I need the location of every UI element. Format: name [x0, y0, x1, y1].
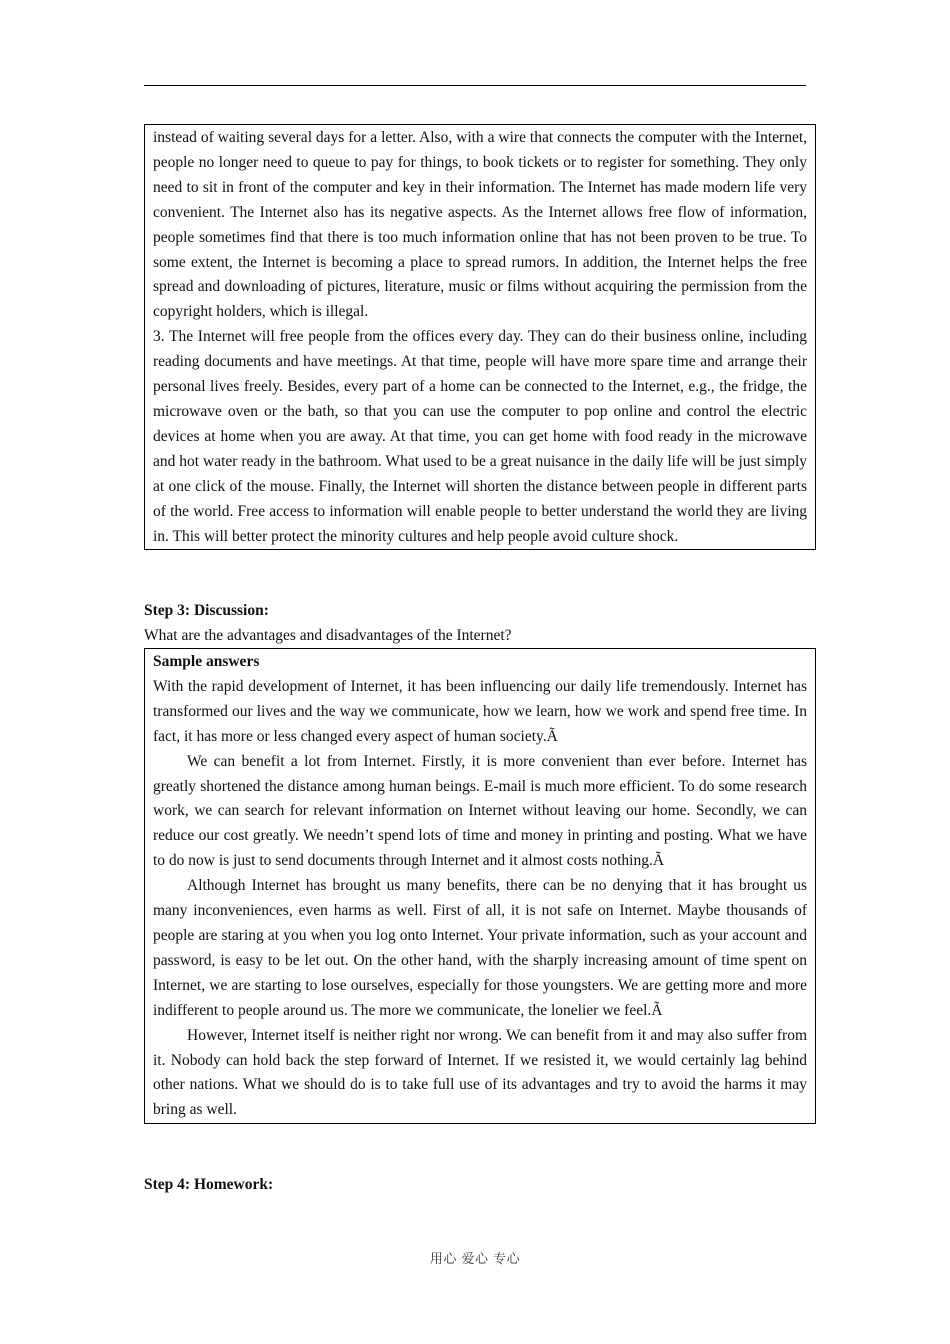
sample-paragraph-3: Although Internet has brought us many benefits, there can be no denying that it has brought us many inconveniences, even harms as well. First of all, it is not safe on Internet. Maybe thousands of people are staring at you when you log onto Internet. Your private information, such as your account and password, is easy to be let out. On the other hand, with the sharply increasing amount of time spent on Internet, we are starting to lose ourselves, especially for those youngsters. We are getting more and more indifferent to people around us. The more we communicate, the lonelier we feel.Ã [153, 877, 807, 1019]
step4-heading: Step 4: Homework: [144, 1176, 274, 1193]
answer-paragraph-3: 3. The Internet will free people from the offices every day. They can do their business online, including reading documents and have meetings. At that time, people will have more spare time and arrange their personal lives freely. Besides, every part of a home can be connected to the Internet, e.g., the fridge, the microwave oven or the bath, so that you can use the computer to pop online and control the electric devices at home when you are away. At that time, you can get home with food ready in the microwave and hot water ready in the bathroom. What used to be a great nuisance in the daily life will be just simply at one click of the mouse. Finally, the Internet will shorten the distance between people in different parts of the world. Free access to information will enable people to better understand the world they are living in. This will better protect the minority cultures and help people avoid culture shock. [153, 328, 807, 545]
page-footer: 用心 爱心 专心 [429, 1252, 521, 1267]
step3-heading: Step 3: Discussion: [144, 602, 269, 619]
sample-answers-box [144, 648, 816, 1124]
sample-paragraph-2: We can benefit a lot from Internet. Firstly, it is more convenient than ever before. Internet has greatly shortened the distance among human beings. E-mail is much more efficient. To do some research work, we can search for relevant information on Internet without leaving our home. Secondly, we can reduce our cost greatly. We needn’t spend lots of time and money in printing and posting. What we have to do now is just to send documents through Internet and it almost costs nothing.Ã [153, 752, 807, 870]
discussion-question: What are the advantages and disadvantages of the Internet? [144, 627, 512, 644]
answer-paragraph-continued: instead of waiting several days for a letter. Also, with a wire that connects the computer with the Internet, people no longer need to queue to pay for things, to book tickets or to register for something. They only need to sit in front of the computer and key in their information. The Internet has made modern life very convenient. The Internet also has its negative aspects. As the Internet allows free flow of information, people sometimes find that there is too much information online that has not been proven to be true. To some extent, the Internet is becoming a place to spread rumors. In addition, the Internet helps the free spread and downloading of pictures, literature, music or films without acquiring the permission from the copyright holders, which is illegal. [153, 129, 807, 321]
header-rule [144, 85, 806, 86]
sample-paragraph-1: With the rapid development of Internet, it has been influencing our daily life tremendously. Internet has transformed our lives and the way we communicate, how we learn, how we work and spend free time. In fact, it has more or less changed every aspect of human society.Ã [153, 677, 807, 745]
reading-answers-box [144, 124, 816, 550]
sample-paragraph-4: However, Internet itself is neither right nor wrong. We can benefit from it and may also suffer from it. Nobody can hold back the step forward of Internet. If we resisted it, we would certainly lag behind other nations. What we should do is to take full use of its advantages and try to avoid the harms it may bring as well. [153, 1026, 807, 1119]
sample-answers-title: Sample answers [153, 653, 260, 670]
